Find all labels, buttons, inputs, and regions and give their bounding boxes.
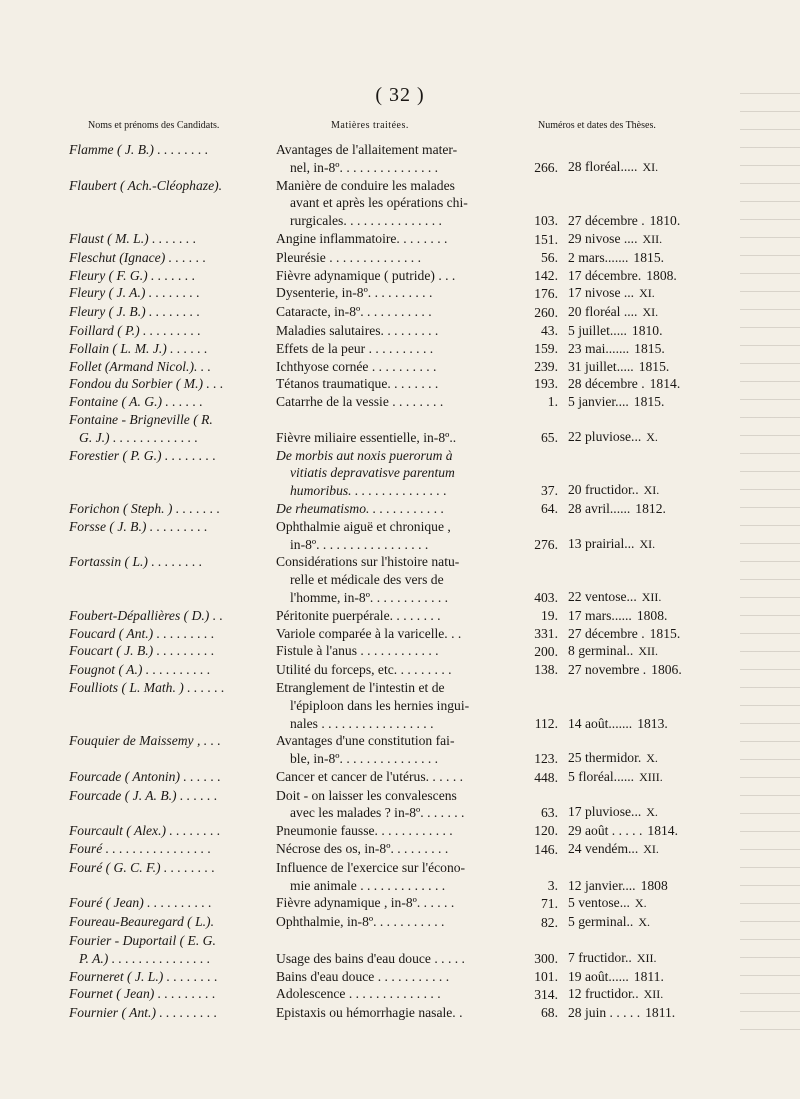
candidate-name <box>0 732 273 768</box>
thesis-year: XII. <box>636 950 657 965</box>
thesis-subject-line: humoribus. . . . . . . . . . . . . . . <box>290 483 447 499</box>
candidate-name <box>0 230 273 249</box>
candidate-name <box>0 393 273 411</box>
thesis-subject-line: Effets de la peur . . . . . . . . . . <box>276 340 434 356</box>
thesis-number: 43. <box>541 322 558 338</box>
thesis-subject <box>273 518 520 554</box>
table-row <box>0 768 800 787</box>
thesis-subject-line: Fièvre adynamique ( putride) . . . <box>276 267 456 283</box>
table-row <box>0 177 800 230</box>
table-row <box>0 1004 800 1022</box>
thesis-date: 22 ventose... <box>568 588 637 604</box>
thesis-subject-line: Fièvre miliaire essentielle, in-8º.. <box>276 429 457 445</box>
thesis-date: 5 janvier.... <box>568 394 629 410</box>
thesis-number: 266. <box>534 159 558 175</box>
candidate-name-line: Fouré . . . . . . . . . . . . . . . . <box>69 841 211 857</box>
thesis-year: 1813. <box>637 715 668 731</box>
thesis-number: 56. <box>541 249 558 265</box>
thesis-subject <box>273 822 520 840</box>
candidate-name-line: Fleschut (Ignace) . . . . . . <box>69 249 207 265</box>
candidate-name-line: Foubert-Dépallières ( D.) . . <box>69 607 223 623</box>
thesis-subject-line: nales . . . . . . . . . . . . . . . . . <box>290 715 434 731</box>
candidate-name <box>0 141 273 177</box>
table-row <box>0 303 800 322</box>
table-row <box>0 553 800 606</box>
table-row <box>0 661 800 679</box>
thesis-subject <box>273 303 520 322</box>
candidate-name-line: Follet (Armand Nicol.). . . <box>69 358 211 374</box>
thesis-date: 31 juillet..... <box>568 358 634 374</box>
candidate-name-line: Fourcade ( J. A. B.) . . . . . . <box>69 787 218 803</box>
thesis-year: X. <box>638 915 650 930</box>
candidate-name-line: Fontaine ( A. G.) . . . . . . <box>69 394 203 410</box>
table-row <box>0 340 800 358</box>
candidate-name-line: Forestier ( P. G.) . . . . . . . . <box>69 447 216 463</box>
thesis-number: 1. <box>547 394 558 410</box>
candidate-name <box>0 267 273 285</box>
candidate-name <box>0 859 273 895</box>
thesis-date: 17 décembre. <box>568 267 642 283</box>
thesis-date: 17 nivose ... <box>568 285 635 301</box>
table-row <box>0 393 800 411</box>
candidate-name-line: Flaubert ( Ach.-Cléophaze). <box>69 177 223 193</box>
thesis-subject <box>273 894 520 913</box>
thesis-number: 71. <box>541 896 558 912</box>
thesis-subject-line: avec les malades ? in-8º. . . . . . . <box>290 805 465 821</box>
thesis-year: 1810. <box>649 213 681 229</box>
candidate-name-line: Fontaine - Brigneville ( R. <box>69 411 213 427</box>
thesis-subject <box>273 249 520 267</box>
thesis-subject <box>273 267 520 285</box>
thesis-number: 403. <box>534 589 558 605</box>
thesis-subject-line: in-8º. . . . . . . . . . . . . . . . . <box>290 536 429 552</box>
thesis-year: 1815. <box>634 340 665 356</box>
table-row <box>0 894 800 913</box>
candidate-name-line: Foureau-Beauregard ( L.). <box>69 914 214 930</box>
header-subjects: Matières traitées. <box>331 120 409 131</box>
thesis-date: 5 floréal...... <box>568 768 635 784</box>
thesis-date: 27 décembre . <box>568 213 645 229</box>
table-row <box>0 230 800 249</box>
table-row <box>0 500 800 518</box>
thesis-date: 8 germinal.. <box>568 643 634 659</box>
thesis-year: XI. <box>643 483 660 498</box>
thesis-date: 29 août . . . . . <box>568 823 643 839</box>
thesis-year: 1815. <box>638 358 670 374</box>
candidate-name <box>0 322 273 340</box>
thesis-subject <box>273 840 520 859</box>
thesis-year: XII. <box>641 589 662 604</box>
thesis-number: 3. <box>547 877 558 893</box>
thesis-year: XII. <box>643 987 664 1002</box>
thesis-number: 260. <box>534 305 558 321</box>
candidate-name <box>0 500 273 518</box>
thesis-date: 23 mai....... <box>568 340 630 356</box>
table-row <box>0 267 800 285</box>
thesis-date: 27 décembre . <box>568 625 645 641</box>
thesis-date: 5 juillet..... <box>568 322 627 338</box>
candidate-name-line: P. A.) . . . . . . . . . . . . . . . <box>79 950 211 966</box>
candidate-name <box>0 787 273 823</box>
candidate-name-line: Forsse ( J. B.) . . . . . . . . . <box>69 518 208 534</box>
thesis-number: 314. <box>534 987 558 1003</box>
thesis-number: 193. <box>534 376 558 392</box>
thesis-subject <box>273 768 520 787</box>
candidate-name-line: Fleury ( J. A.) . . . . . . . . <box>69 285 200 301</box>
thesis-date: 28 juin . . . . . <box>568 1005 641 1021</box>
thesis-subject-line: Avantages d'une constitution fai- <box>276 733 455 749</box>
thesis-subject <box>273 661 520 679</box>
candidate-name <box>0 249 273 267</box>
candidate-name-line: Fleury ( J. B.) . . . . . . . . <box>69 304 200 320</box>
table-row <box>0 625 800 643</box>
thesis-date: 17 pluviose... <box>568 804 642 820</box>
thesis-number: 65. <box>541 429 558 445</box>
candidate-name <box>0 913 273 932</box>
candidate-name-line: Foucard ( Ant.) . . . . . . . . . <box>69 625 215 641</box>
thesis-number: 82. <box>541 915 558 931</box>
thesis-subject-line <box>276 932 520 950</box>
thesis-subject <box>273 679 520 732</box>
thesis-year: X. <box>646 429 658 444</box>
thesis-number: 112. <box>534 715 558 731</box>
thesis-date: 22 pluviose... <box>568 428 642 444</box>
table-row <box>0 447 800 500</box>
candidate-name-line: Fleury ( F. G.) . . . . . . . <box>69 267 196 283</box>
thesis-subject-line: Bains d'eau douce . . . . . . . . . . . <box>276 968 450 984</box>
candidate-name <box>0 625 273 643</box>
thesis-subject-line: Maladies salutaires. . . . . . . . . <box>276 322 439 338</box>
thesis-subject-line: nel, in-8º. . . . . . . . . . . . . . . <box>290 159 439 175</box>
thesis-subject <box>273 859 520 895</box>
candidate-name-line: Fourcade ( Antonin) . . . . . . <box>69 768 221 784</box>
thesis-number: 142. <box>534 267 558 283</box>
thesis-date: 28 floréal..... <box>568 158 638 174</box>
thesis-date: 28 avril...... <box>568 500 631 516</box>
candidate-name-line: Forichon ( Steph. ) . . . . . . . <box>69 500 221 516</box>
table-row <box>0 968 800 986</box>
thesis-year: 1811. <box>633 968 664 984</box>
thesis-number: 123. <box>534 751 558 767</box>
thesis-subject <box>273 553 520 606</box>
table-row <box>0 840 800 859</box>
thesis-subject-line: relle et médicale des vers de <box>290 572 444 588</box>
table-row <box>0 358 800 376</box>
candidate-name <box>0 177 273 230</box>
thesis-year: 1811. <box>645 1005 676 1021</box>
thesis-subject-line: Fièvre adynamique , in-8º. . . . . . <box>276 895 455 911</box>
thesis-number: 159. <box>534 340 558 356</box>
header-candidates: Noms et prénoms des Candidats. <box>88 120 220 131</box>
thesis-date: 7 fructidor.. <box>568 949 632 965</box>
table-row <box>0 932 800 968</box>
candidate-name <box>0 358 273 376</box>
table-row <box>0 411 800 447</box>
thesis-year: 1806. <box>651 662 682 678</box>
thesis-date: 13 prairial... <box>568 535 635 551</box>
thesis-subject-line: Usage des bains d'eau douce . . . . . <box>276 950 465 966</box>
thesis-year: XII. <box>638 644 658 659</box>
thesis-subject-line: mie animale . . . . . . . . . . . . . <box>290 877 446 893</box>
candidate-name <box>0 840 273 859</box>
thesis-date: 12 fructidor.. <box>568 986 639 1002</box>
thesis-number: 37. <box>541 483 558 499</box>
candidate-name <box>0 375 273 393</box>
thesis-subject <box>273 932 520 968</box>
thesis-subject-line: Pleurésie . . . . . . . . . . . . . . <box>276 249 421 265</box>
thesis-subject <box>273 625 520 643</box>
thesis-subject-line: Fistule à l'anus . . . . . . . . . . . . <box>276 643 439 659</box>
candidate-name <box>0 340 273 358</box>
thesis-subject-line: rurgicales. . . . . . . . . . . . . . . <box>290 213 442 229</box>
thesis-year: XII. <box>642 231 663 246</box>
thesis-number: 448. <box>534 769 558 785</box>
thesis-subject-line: Péritonite puerpérale. . . . . . . . <box>276 607 441 623</box>
thesis-number: 200. <box>534 644 558 660</box>
table-row <box>0 375 800 393</box>
thesis-subject-line: Catarrhe de la vessie . . . . . . . . <box>276 394 444 410</box>
thesis-subject <box>273 913 520 932</box>
candidate-name-line: Flaust ( M. L.) . . . . . . . <box>69 230 197 246</box>
table-row <box>0 607 800 625</box>
thesis-year: XI. <box>643 842 659 857</box>
table-row <box>0 787 800 823</box>
candidate-name-line: Foucart ( J. B.) . . . . . . . . . <box>69 643 215 659</box>
thesis-year: 1808. <box>636 607 668 623</box>
candidate-name <box>0 607 273 625</box>
candidate-name <box>0 822 273 840</box>
thesis-year: XI. <box>639 286 655 301</box>
thesis-subject <box>273 500 520 518</box>
header-theses: Numéros et dates des Thèses. <box>538 120 656 131</box>
thesis-subject-line: l'épiploon dans les hernies ingui- <box>290 697 470 713</box>
thesis-subject <box>273 284 520 303</box>
thesis-date: 20 floréal .... <box>568 304 638 320</box>
thesis-number: 120. <box>534 823 558 839</box>
candidate-name <box>0 985 273 1004</box>
thesis-date: 2 mars....... <box>568 249 629 265</box>
thesis-year: 1810. <box>631 322 663 338</box>
thesis-date: 20 fructidor.. <box>568 482 639 498</box>
thesis-subject-line <box>276 411 520 429</box>
thesis-number: 103. <box>534 213 558 229</box>
candidate-name <box>0 284 273 303</box>
thesis-subject <box>273 393 520 411</box>
thesis-subject <box>273 340 520 358</box>
thesis-subject-line: Manière de conduire les malades <box>276 177 455 193</box>
table-row <box>0 141 800 177</box>
thesis-number: 151. <box>534 231 558 247</box>
thesis-year: X. <box>634 896 647 911</box>
thesis-subject <box>273 322 520 340</box>
thesis-subject-line: Nécrose des os, in-8º. . . . . . . . . <box>276 841 449 857</box>
table-row <box>0 322 800 340</box>
candidate-name <box>0 303 273 322</box>
thesis-subject-line: Avantages de l'allaitement mater- <box>276 142 458 157</box>
thesis-date: 24 vendém... <box>568 841 639 857</box>
thesis-year: 1814. <box>647 823 678 839</box>
thesis-year: 1815. <box>633 394 665 410</box>
thesis-date: 12 janvier.... <box>568 877 636 893</box>
thesis-subject <box>273 230 520 249</box>
thesis-number: 64. <box>541 500 558 516</box>
candidate-name <box>0 411 273 447</box>
thesis-subject <box>273 985 520 1004</box>
thesis-subject <box>273 447 520 500</box>
candidate-name-line: Foillard ( P.) . . . . . . . . . <box>69 322 201 338</box>
thesis-number: 276. <box>534 536 558 552</box>
thesis-subject-line: vitiatis depravatisve parentum <box>290 465 455 481</box>
thesis-year: 1812. <box>635 500 666 516</box>
table-row <box>0 913 800 932</box>
thesis-subject <box>273 411 520 447</box>
thesis-year: 1815. <box>633 249 665 265</box>
thesis-subject <box>273 358 520 376</box>
table-row <box>0 732 800 768</box>
thesis-subject-line: avant et après les opérations chi- <box>290 195 468 211</box>
candidate-name <box>0 642 273 661</box>
candidate-name-line: Fortassin ( L.) . . . . . . . . <box>69 554 203 570</box>
thesis-subject-line: ble, in-8º. . . . . . . . . . . . . . . <box>290 751 439 767</box>
thesis-number: 138. <box>534 662 558 678</box>
candidate-name-line: Fouquier de Maissemy , . . . <box>69 733 221 749</box>
thesis-number: 331. <box>534 625 558 641</box>
thesis-subject-line: Considérations sur l'histoire natu- <box>276 554 460 570</box>
thesis-year: 1815. <box>649 625 681 641</box>
thesis-subject-line: Epistaxis ou hémorrhagie nasale. . <box>276 1005 463 1021</box>
thesis-date: 14 août....... <box>568 715 633 731</box>
thesis-subject-line: Etranglement de l'intestin et de <box>276 679 445 695</box>
thesis-subject <box>273 607 520 625</box>
table-row <box>0 249 800 267</box>
theses-table <box>0 141 800 1022</box>
thesis-number: 146. <box>534 842 558 858</box>
thesis-subject-line: De rheumatismo. . . . . . . . . . . . <box>276 500 445 516</box>
thesis-subject-line: Angine inflammatoire. . . . . . . . <box>276 230 448 246</box>
table-row <box>0 679 800 732</box>
table-row <box>0 642 800 661</box>
thesis-subject-line: Influence de l'exercice sur l'écono- <box>276 859 466 875</box>
thesis-subject-line: Utilité du forceps, etc. . . . . . . . . <box>276 662 452 678</box>
thesis-year: 1814. <box>649 376 681 392</box>
thesis-number: 239. <box>534 358 558 374</box>
candidate-name-line: Flamme ( J. B.) . . . . . . . . <box>69 142 209 157</box>
thesis-date: 5 ventose... <box>568 895 630 911</box>
thesis-subject-line: Pneumonie fausse. . . . . . . . . . . . <box>276 823 453 839</box>
thesis-number: 176. <box>534 286 558 302</box>
candidate-name <box>0 968 273 986</box>
candidate-name <box>0 679 273 732</box>
candidate-name-line: Fougnot ( A.) . . . . . . . . . . <box>69 662 211 678</box>
candidate-name <box>0 553 273 606</box>
thesis-subject-line: Doit - on laisser les convalescens <box>276 787 457 803</box>
thesis-year: X. <box>646 751 658 766</box>
candidate-name-line: Follain ( L. M. J.) . . . . . . <box>69 340 208 356</box>
candidate-name-line: Fourneret ( J. L.) . . . . . . . . <box>69 968 218 984</box>
thesis-subject <box>273 177 520 230</box>
candidate-name <box>0 661 273 679</box>
candidate-name-line: Fouré ( Jean) . . . . . . . . . . <box>69 895 212 911</box>
thesis-date: 25 thermidor. <box>568 750 642 766</box>
thesis-date: 28 décembre . <box>568 376 645 392</box>
thesis-year: XI. <box>642 159 659 174</box>
candidate-name <box>0 1004 273 1022</box>
candidate-name <box>0 447 273 500</box>
candidate-name <box>0 518 273 554</box>
thesis-subject <box>273 1004 520 1022</box>
thesis-year: XI. <box>639 536 656 551</box>
thesis-subject <box>273 787 520 823</box>
candidate-name <box>0 894 273 913</box>
thesis-year: 1808. <box>646 267 677 283</box>
thesis-subject-line: Ichthyose cornée . . . . . . . . . . <box>276 358 437 374</box>
thesis-year: X. <box>646 805 658 820</box>
candidate-name <box>0 768 273 787</box>
thesis-subject-line: Adolescence . . . . . . . . . . . . . . <box>276 986 441 1002</box>
thesis-number: 101. <box>534 968 558 984</box>
thesis-year: XIII. <box>639 769 663 784</box>
thesis-subject-line: Cancer et cancer de l'utérus. . . . . . <box>276 768 464 784</box>
candidate-name-line: Fondou du Sorbier ( M.) . . . <box>69 376 224 392</box>
thesis-year: XI. <box>642 305 659 320</box>
candidate-name-line: Fourier - Duportail ( E. G. <box>69 933 216 949</box>
thesis-subject-line: Variole comparée à la varicelle. . . <box>276 625 462 641</box>
candidate-name-line: Foulliots ( L. Math. ) . . . . . . <box>69 679 225 695</box>
thesis-date: 5 germinal.. <box>568 914 634 930</box>
candidate-name-line: Fouré ( G. C. F.) . . . . . . . . <box>69 859 215 875</box>
table-row <box>0 284 800 303</box>
thesis-subject <box>273 141 520 177</box>
thesis-subject <box>273 375 520 393</box>
thesis-number: 300. <box>534 950 558 966</box>
table-row <box>0 985 800 1004</box>
candidate-name-line: G. J.) . . . . . . . . . . . . . <box>79 429 198 445</box>
candidate-name-line: Fournet ( Jean) . . . . . . . . . <box>69 986 216 1002</box>
thesis-subject-line: Ophthalmie aiguë et chronique , <box>276 518 451 534</box>
thesis-subject-line: Ophthalmie, in-8º. . . . . . . . . . . <box>276 914 445 930</box>
candidate-name-line: Fourcault ( Alex.) . . . . . . . . <box>69 823 221 839</box>
thesis-number: 68. <box>541 1005 558 1021</box>
thesis-number: 19. <box>541 607 558 623</box>
thesis-subject-line: Dysenterie, in-8º. . . . . . . . . . <box>276 285 433 301</box>
thesis-number: 63. <box>541 805 558 821</box>
page-number: ( 32 ) <box>375 84 425 106</box>
table-row <box>0 518 800 554</box>
thesis-subject <box>273 732 520 768</box>
thesis-date: 29 nivose .... <box>568 230 638 246</box>
thesis-subject-line: Cataracte, in-8º. . . . . . . . . . . <box>276 304 432 320</box>
table-row <box>0 859 800 895</box>
thesis-subject <box>273 642 520 661</box>
thesis-date: 17 mars...... <box>568 607 632 623</box>
table-row <box>0 822 800 840</box>
candidate-name <box>0 932 273 968</box>
candidate-name-line: Fournier ( Ant.) . . . . . . . . . <box>69 1005 218 1021</box>
thesis-year: 1808 <box>640 877 668 893</box>
thesis-subject-line: Tétanos traumatique. . . . . . . . <box>276 376 439 392</box>
thesis-subject-line: De morbis aut noxis puerorum à <box>276 447 453 463</box>
thesis-subject-line: l'homme, in-8º. . . . . . . . . . . . <box>290 589 449 605</box>
thesis-date: 19 août...... <box>568 968 629 984</box>
thesis-date: 27 novembre . <box>568 662 647 678</box>
thesis-subject <box>273 968 520 986</box>
